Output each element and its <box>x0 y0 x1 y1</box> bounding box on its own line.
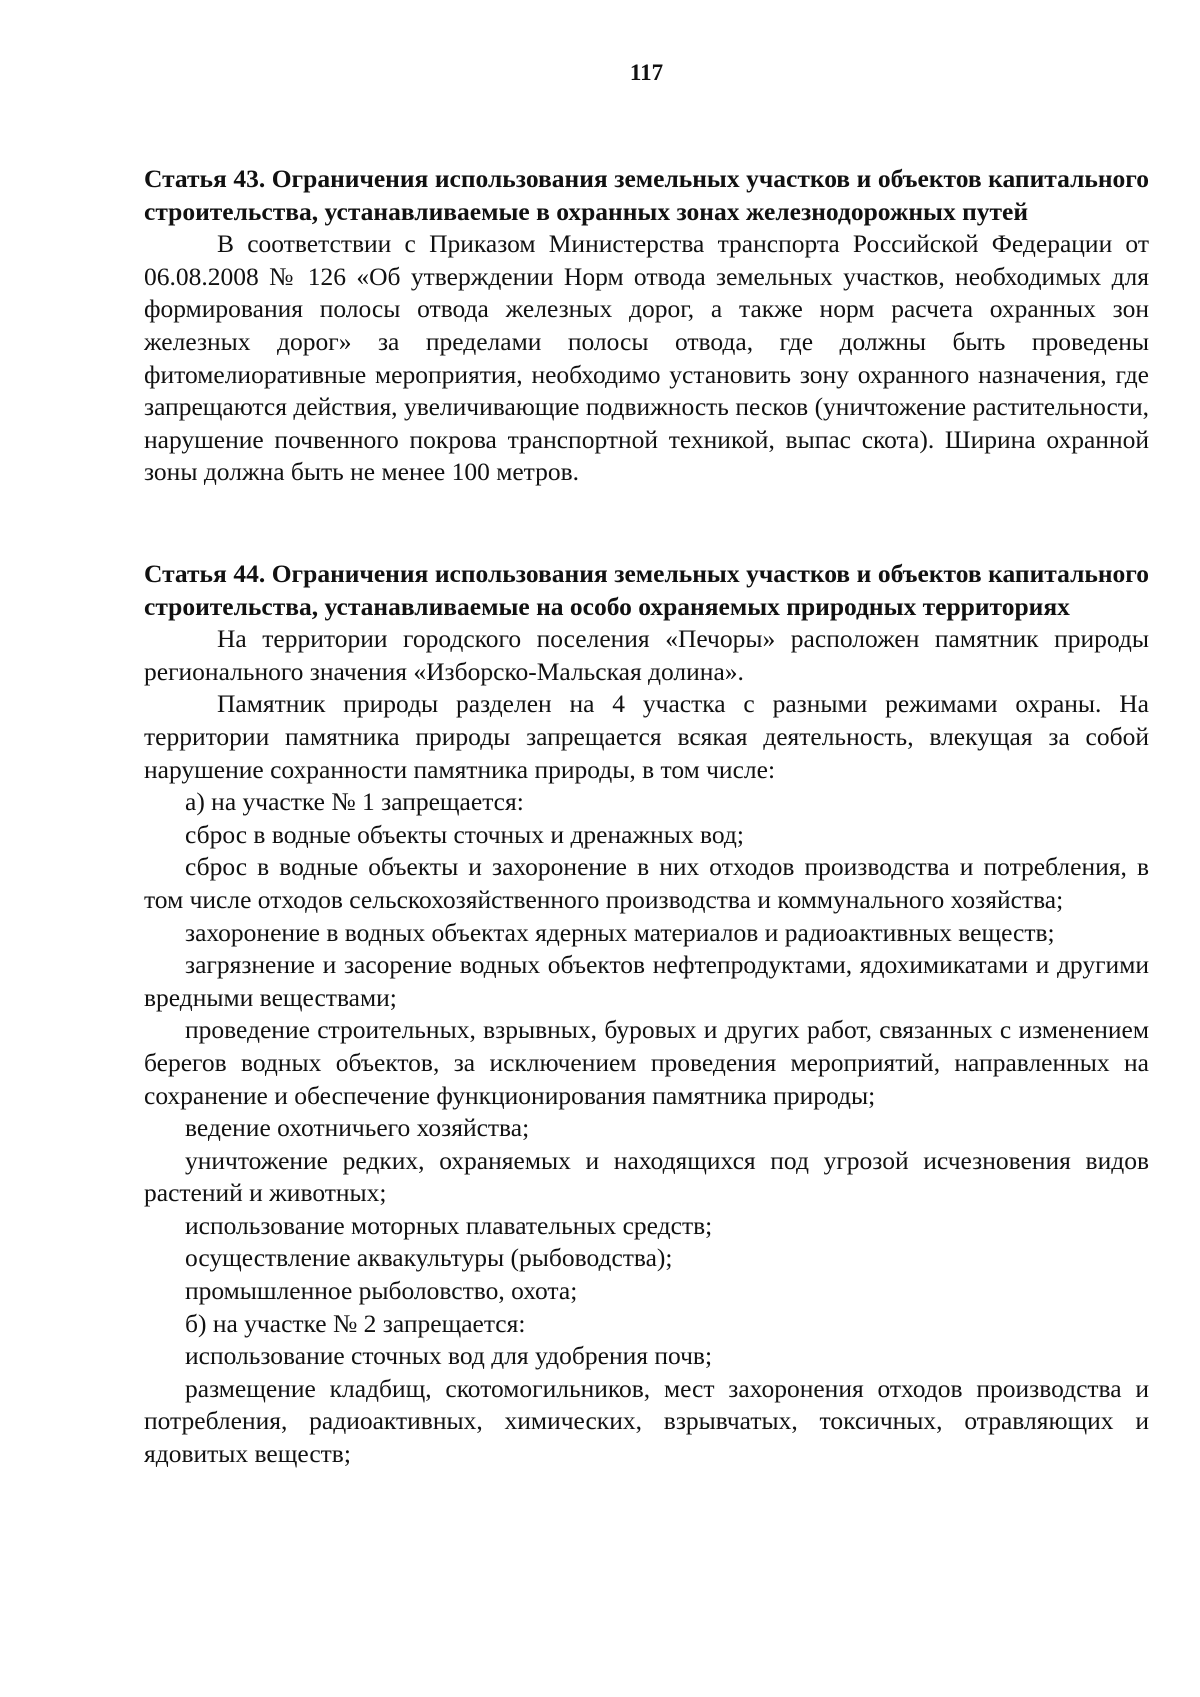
page-number: 117 <box>629 60 664 85</box>
article-44-heading: Статья 44. Ограничения использования земельных участков и объектов капитального строительства, устанавливаемые на особо охраняемых природных территориях <box>144 559 1149 621</box>
list-item: уничтожение редких, охраняемых и находящихся под угрозой исчезновения видов растений и животных; <box>144 1145 1149 1208</box>
list-item: сброс в водные объекты сточных и дренажных вод; <box>185 819 744 849</box>
list-item: промышленное рыболовство, охота; <box>185 1276 578 1306</box>
list-item: а) на участке № 1 запрещается: <box>185 787 524 817</box>
article-44-paragraph-1: На территории городского поселения «Печоры» расположен памятник природы регионального значения «Изборско-Мальская долина». <box>144 624 1149 686</box>
article-43-paragraph: В соответствии с Приказом Министерства транспорта Российской Федерации от 06.08.2008 № 126 «Об утверждении Норм отвода земельных участков, необходимых для формирования полосы отвода железных дорог, а также норм расчета охранных зон железных дорог» за пределами полосы отвода, где должны быть проведены фитомелиоративные мероприятия, необходимо установить зону охранного назначения, где запрещаются действия, увеличивающие подвижность песков (уничтожение растительности, нарушение почвенного покрова транспортной техникой, выпас скота). Ширина охранной зоны должна быть не менее 100 метров. <box>144 229 1149 487</box>
list-item: ведение охотничьего хозяйства; <box>185 1113 530 1143</box>
list-item: проведение строительных, взрывных, буровых и других работ, связанных с изменением берегов водных объектов, за исключением проведения мероприятий, направленных на сохранение и обеспечение функционирования памятника природы; <box>144 1015 1149 1110</box>
list-item: размещение кладбищ, скотомогильников, мест захоронения отходов производства и потребления, радиоактивных, химических, взрывчатых, токсичных, отравляющих и ядовитых веществ; <box>144 1373 1149 1469</box>
article-44 <box>144 558 1149 1471</box>
article-44-paragraph-2: Памятник природы разделен на 4 участка с разными режимами охраны. На территории памятника природы запрещается всякая деятельность, влекущая за собой нарушение сохранности памятника природы, в том числе: <box>144 689 1149 784</box>
list-item: загрязнение и засорение водных объектов нефтепродуктами, ядохимикатами и другими вредными веществами; <box>144 950 1149 1012</box>
list-item: использование моторных плавательных средств; <box>185 1210 713 1240</box>
list-item: использование сточных вод для удобрения почв; <box>185 1341 713 1371</box>
list-item: б) на участке № 2 запрещается: <box>185 1308 526 1338</box>
article-43 <box>144 163 1149 489</box>
list-item: захоронение в водных объектах ядерных материалов и радиоактивных веществ; <box>185 917 1055 947</box>
article-43-heading: Статья 43. Ограничения использования земельных участков и объектов капитального строительства, устанавливаемые в охранных зонах железнодорожных путей <box>144 164 1149 226</box>
list-item: осуществление аквакультуры (рыбоводства); <box>185 1243 673 1273</box>
list-item: сброс в водные объекты и захоронение в них отходов производства и потребления, в том числе отходов сельскохозяйственного производства и коммунального хозяйства; <box>144 852 1149 914</box>
